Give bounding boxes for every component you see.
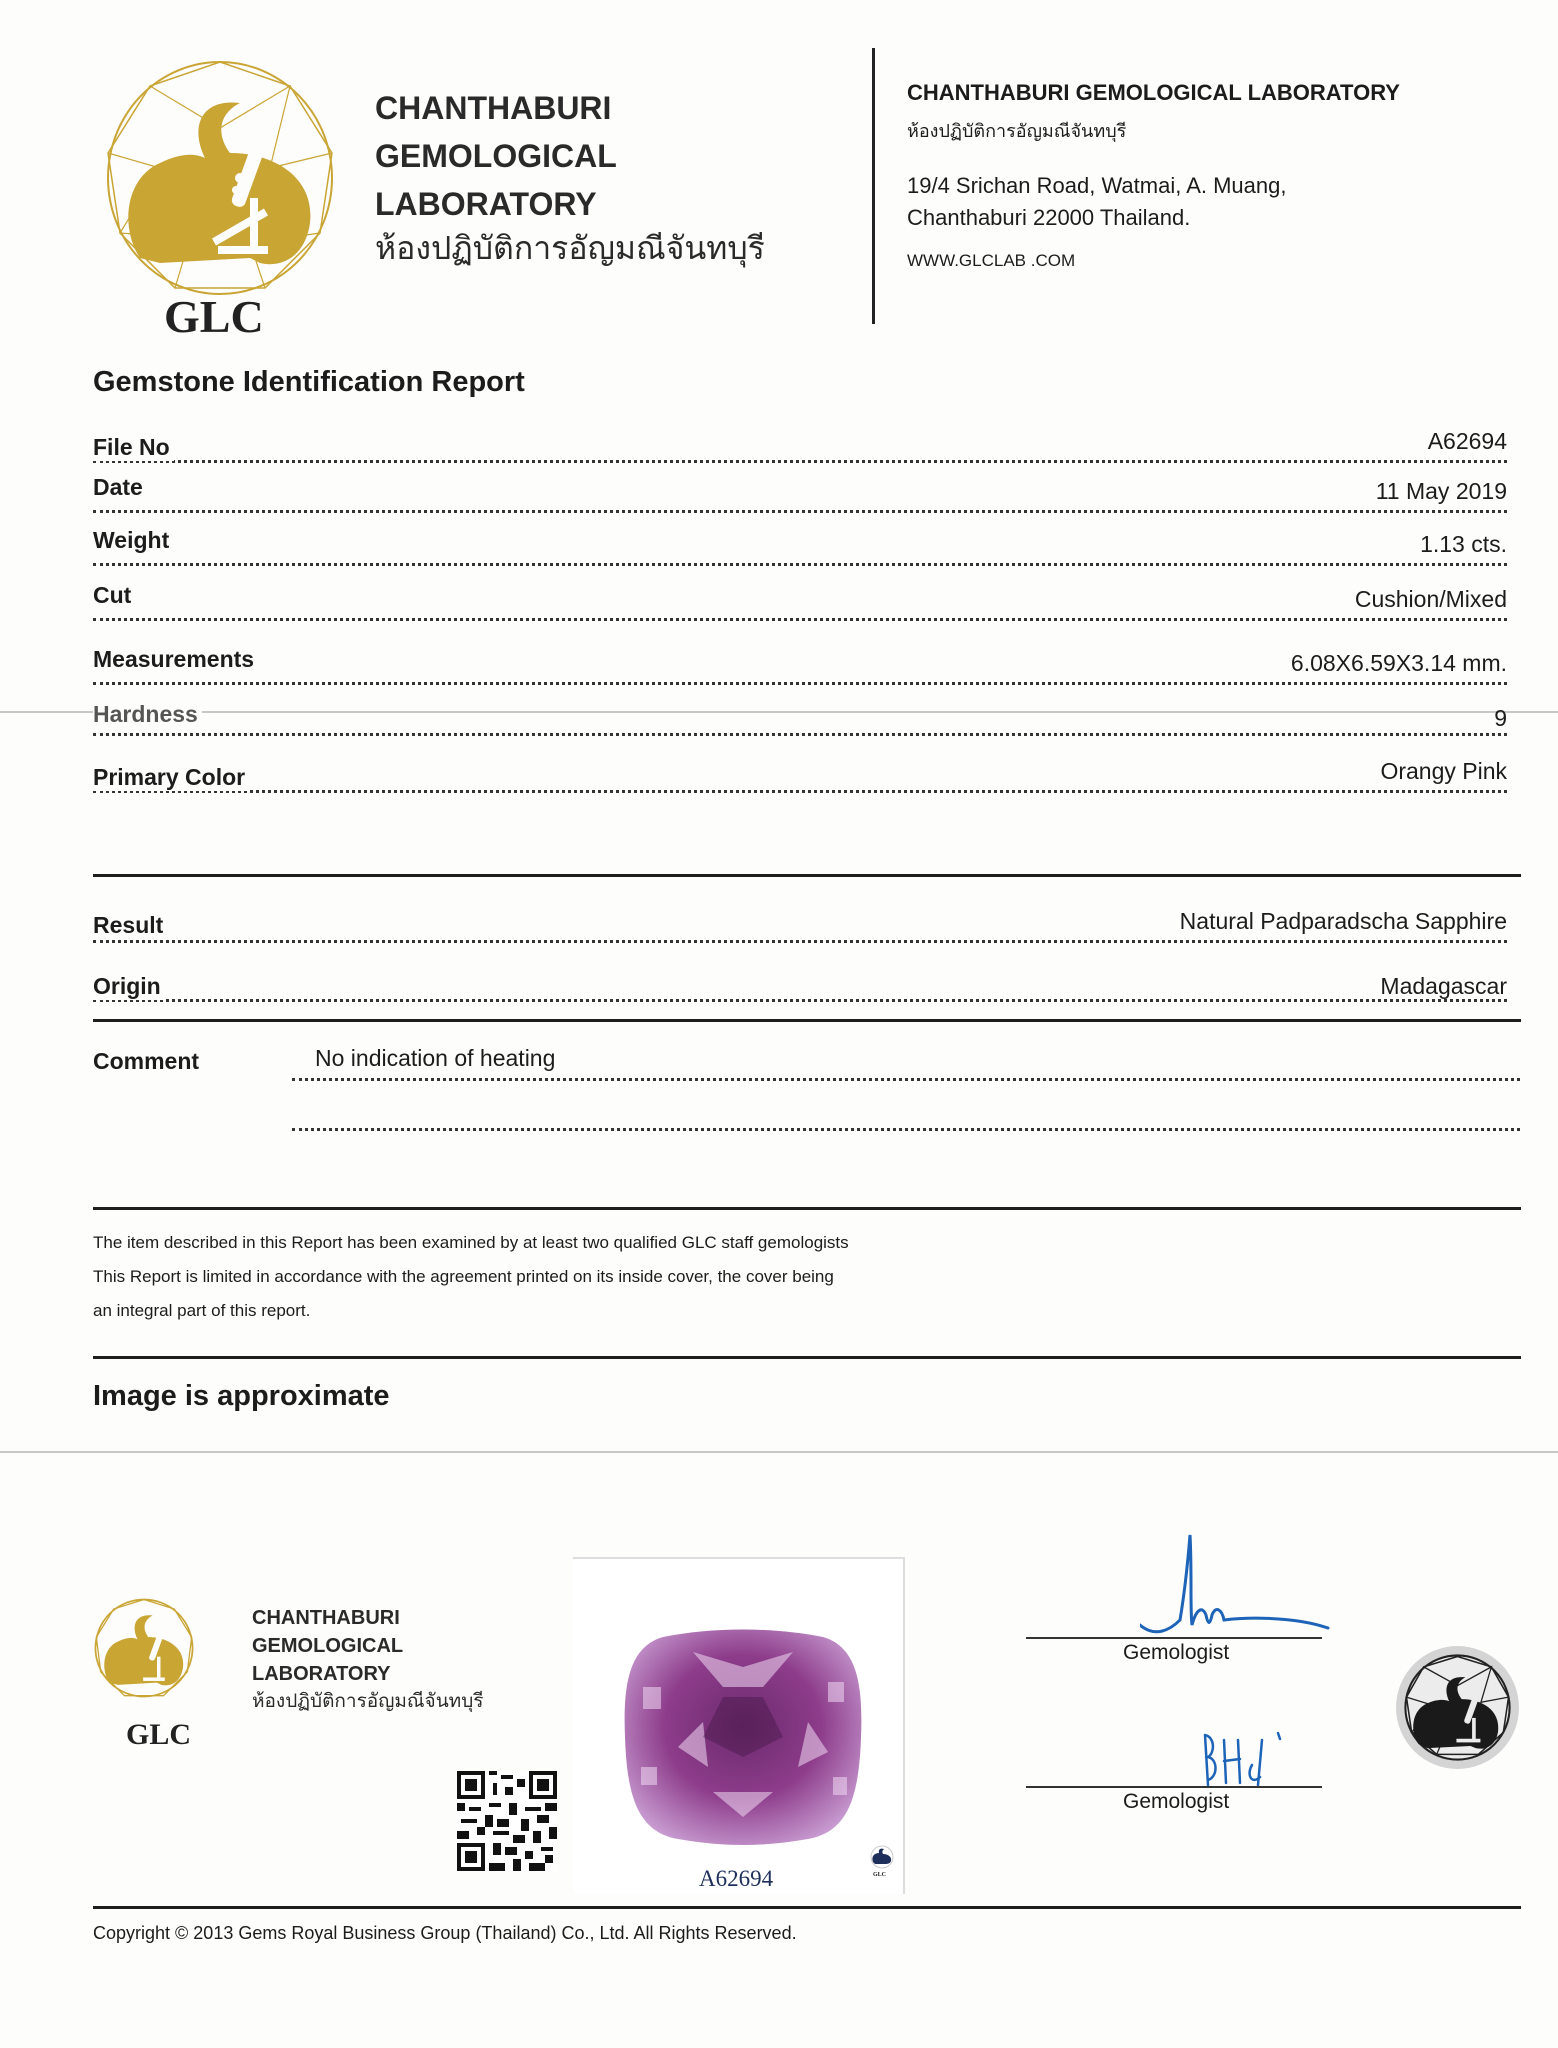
footer-logo-text: GLC bbox=[126, 1718, 192, 1751]
signature-1 bbox=[1140, 1530, 1330, 1640]
website-link[interactable]: WWW.GLCLAB .COM bbox=[907, 251, 1076, 270]
field-weight bbox=[93, 526, 1507, 566]
comment-dotted-line bbox=[292, 1078, 1520, 1081]
glc-seal-hologram-icon bbox=[1395, 1645, 1520, 1770]
lab-name-line: LABORATORY bbox=[375, 186, 597, 222]
field-label: Measurements bbox=[93, 646, 258, 673]
lab-name-thai: ห้องปฏิบัติการอัญมณีจันทบุรี bbox=[375, 229, 765, 267]
dotted-leader bbox=[93, 940, 1507, 943]
field-value: 9 bbox=[1494, 705, 1507, 731]
field-value: Natural Padparadscha Sapphire bbox=[1179, 908, 1507, 934]
copyright-text: Copyright © 2013 Gems Royal Business Group (Thailand) Co., Ltd. All Rights Reserved. bbox=[93, 1923, 797, 1943]
address-line-2: Chanthaburi 22000 Thailand. bbox=[907, 205, 1191, 230]
field-label: Primary Color bbox=[93, 764, 249, 791]
section-divider bbox=[93, 1207, 1521, 1210]
comment-dotted-line bbox=[292, 1128, 1520, 1131]
dotted-leader bbox=[93, 510, 1507, 513]
lab-name-line: GEMOLOGICAL bbox=[252, 1635, 404, 1657]
report-title: Gemstone Identification Report bbox=[93, 366, 525, 398]
dotted-leader bbox=[93, 790, 1507, 793]
dotted-leader bbox=[93, 682, 1507, 685]
field-hardness bbox=[93, 696, 1507, 736]
dotted-leader bbox=[93, 563, 1507, 566]
field-origin bbox=[93, 962, 1507, 1002]
section-divider bbox=[93, 1019, 1521, 1022]
qr-code[interactable] bbox=[457, 1771, 557, 1871]
address-line-1: 19/4 Srichan Road, Watmai, A. Muang, bbox=[907, 173, 1287, 198]
signature-label: Gemologist bbox=[1123, 1641, 1230, 1664]
disclaimer-line: The item described in this Report has been examined by at least two qualified GLC staff gemologists bbox=[93, 1233, 849, 1252]
field-label: Date bbox=[93, 474, 147, 501]
field-label: Hardness bbox=[93, 701, 202, 728]
header-logo bbox=[100, 58, 340, 348]
glc-mini-logo-icon bbox=[869, 1845, 895, 1871]
field-label: Cut bbox=[93, 582, 135, 609]
field-value: 1.13 cts. bbox=[1420, 531, 1507, 557]
contact-lab-name-thai: ห้องปฏิบัติการอัญมณีจันทบุรี bbox=[907, 121, 1127, 142]
dotted-leader bbox=[93, 618, 1507, 621]
gemstone-image bbox=[623, 1627, 863, 1847]
gem-mini-logo-text: GLC bbox=[873, 1872, 887, 1878]
field-value: Cushion/Mixed bbox=[1354, 586, 1507, 612]
glc-rabbit-logo-icon bbox=[100, 58, 340, 298]
header-divider bbox=[872, 48, 875, 324]
disclaimer-line: an integral part of this report. bbox=[93, 1301, 311, 1320]
field-value: 6.08X6.59X3.14 mm. bbox=[1290, 650, 1507, 676]
field-cut bbox=[93, 581, 1507, 621]
contact-lab-name: CHANTHABURI GEMOLOGICAL LABORATORY bbox=[907, 80, 1400, 105]
field-primary-color bbox=[93, 753, 1507, 793]
signature-label: Gemologist bbox=[1123, 1790, 1230, 1813]
dotted-leader bbox=[93, 733, 1507, 736]
field-result bbox=[93, 903, 1507, 943]
glc-rabbit-logo-icon bbox=[92, 1588, 196, 1708]
image-note: Image is approximate bbox=[93, 1380, 390, 1412]
field-measurements bbox=[93, 645, 1507, 685]
contact-block bbox=[907, 80, 1400, 271]
qr-code-icon bbox=[457, 1771, 557, 1871]
field-value: A62694 bbox=[1427, 428, 1507, 454]
paper-fold-crease bbox=[0, 1451, 1558, 1453]
lab-name-line: CHANTHABURI bbox=[375, 90, 612, 126]
gem-photo-caption: A62694 bbox=[699, 1866, 774, 1891]
gem-photo-card bbox=[573, 1557, 905, 1894]
field-value: Orangy Pink bbox=[1380, 758, 1507, 784]
field-label: File No bbox=[93, 434, 174, 461]
logo-text: GLC bbox=[164, 291, 264, 342]
dotted-leader bbox=[93, 460, 1507, 463]
comment-label: Comment bbox=[93, 1048, 200, 1074]
field-label: Origin bbox=[93, 973, 165, 1000]
signature-2 bbox=[1200, 1725, 1290, 1790]
lab-name-thai: ห้องปฏิบัติการอัญมณีจันทบุรี bbox=[252, 1690, 484, 1712]
field-value: 11 May 2019 bbox=[1375, 478, 1507, 504]
dotted-leader bbox=[93, 999, 1507, 1002]
section-divider bbox=[93, 874, 1521, 877]
lab-name-line: GEMOLOGICAL bbox=[375, 138, 617, 174]
lab-name-line: CHANTHABURI bbox=[252, 1607, 400, 1629]
signature-line bbox=[1026, 1637, 1322, 1639]
lab-name-block bbox=[375, 84, 765, 268]
lab-name-line: LABORATORY bbox=[252, 1663, 391, 1685]
footer-logo bbox=[92, 1588, 202, 1758]
disclaimer-line: This Report is limited in accordance with the agreement printed on its inside cover, the cover being bbox=[93, 1267, 834, 1286]
footer-lab-name-block bbox=[252, 1604, 483, 1714]
field-file-no bbox=[93, 423, 1507, 463]
signature-line bbox=[1026, 1786, 1322, 1788]
field-label: Weight bbox=[93, 527, 173, 554]
comment-value: No indication of heating bbox=[315, 1045, 556, 1071]
field-date bbox=[93, 473, 1507, 513]
footer-divider bbox=[93, 1906, 1521, 1909]
field-label: Result bbox=[93, 912, 167, 939]
disclaimer bbox=[93, 1226, 849, 1328]
field-value: Madagascar bbox=[1380, 973, 1507, 999]
section-divider bbox=[93, 1356, 1521, 1359]
